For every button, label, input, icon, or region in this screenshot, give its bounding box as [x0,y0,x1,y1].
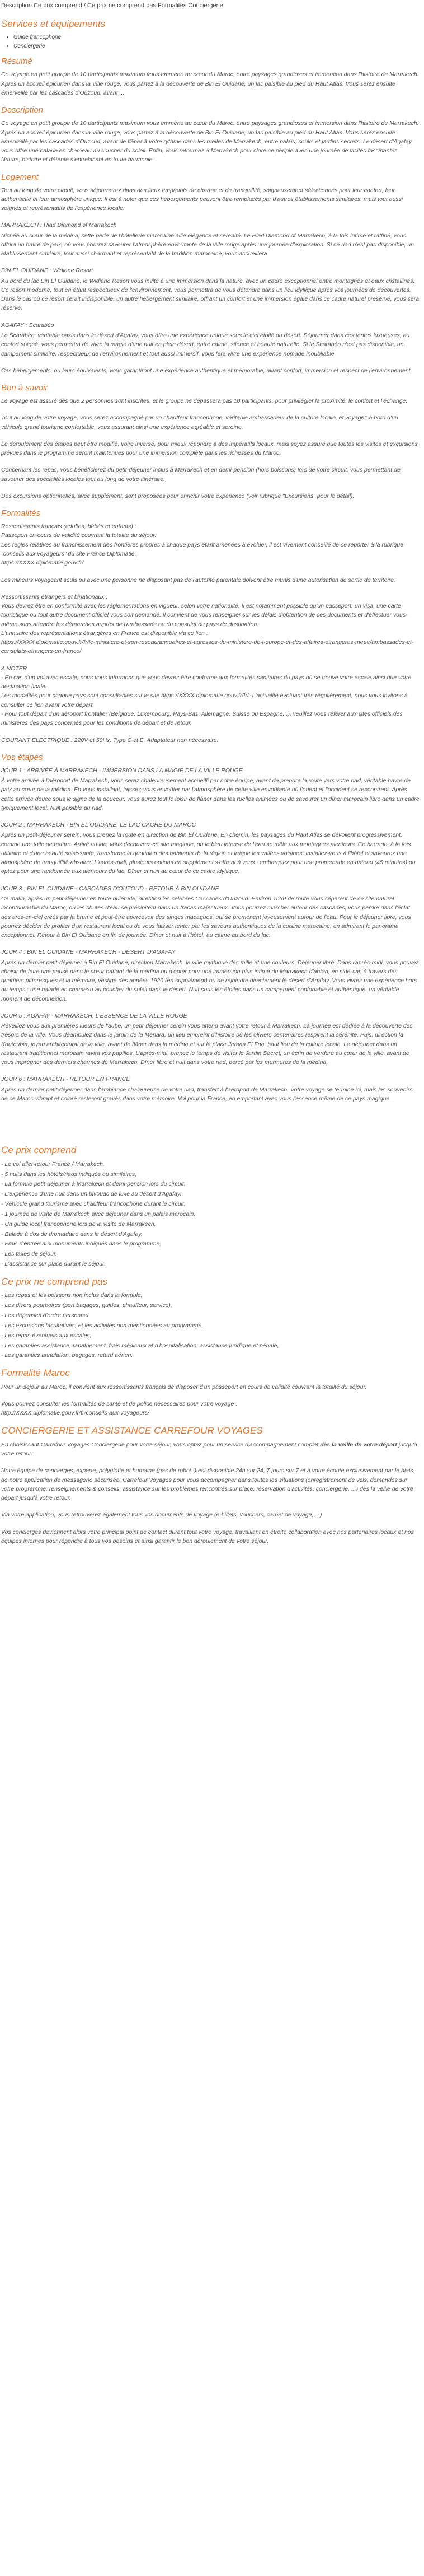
ce-prix-ne-comprend-pas-list [1,1291,423,1361]
list-item: - Balade à dos de dromadaire dans le désert d'Agafay, [1,1230,143,1238]
day-heading: JOUR 3 : BIN EL OUIDANE - CASCADES D'OUZOUD - RETOUR À BIN OUIDANE [1,885,219,892]
services-title: Services et équipements [1,18,106,30]
bon-a-savoir-paragraph: Tout au long de votre voyage, vous serez accompagné par un chauffeur francophone, véritable ambassadeur de la culture locale, et voyagez à bord d'un véhicule grand tourisme confortable, vous assurant ainsi une expérience agréable et sereine. [1,414,398,431]
conciergerie-paragraph: Via votre application, vous retrouverez également tous vos documents de voyage (e-billets, vouchers, carnet de voyage, ...) [1,1511,322,1519]
hotel-name: BIN EL OUIDANE : Widiane Resort [1,267,93,274]
formalites-line: - En cas d'un vol avec escale, nous vous informons que vous devrez être conforme aux formalités sanitaires du pays où se trouve votre escale ainsi que votre destination finale. [1,674,412,690]
list-item: - 5 nuits dans les hôtels/riads indiqués ou similaires, [1,1170,137,1178]
list-item: - Les garanties annulation, bagages, retard aérien. [1,1352,133,1359]
list-item: - Les excursions facultatives, et les activités non mentionnées au programme, [1,1322,204,1329]
conciergerie-paragraph: Vos concierges deviennent alors votre principal point de contact durant tout votre voyage, travaillant en étroite collaboration avec nos partenaires locaux et nos équipes internes pour répondre à tous vos besoins et ainsi garantir le bon déroulement de votre séjour. [1,1528,414,1544]
conciergerie-text: En choisissant Carrefour Voyages Conciergerie pour votre séjour, vous optez pour un service d'accompagnement complet [1,1441,321,1448]
logement-outro: Ces hébergements, ou leurs équivalents, vous garantiront une expérience authentique et mémorable, alliant confort, immersion et respect de l'environnement. [1,367,412,374]
formalite-maroc-paragraph: Vous pouvez consulter les formalités de santé et de police nécessaires pour votre voyage : [1,1400,238,1407]
logement-title: Logement [1,172,39,182]
conciergerie-text: jusqu'à votre retour. [1,1441,417,1458]
list-item: • Guide francophone [13,33,423,42]
day-text: Après un dernier petit-déjeuner à Bin El Ouidane, direction Marrakech, la ville mythique des mille et une couleurs. Déjeuner libre. Dans l'après-midi, vous pouvez choisir de faire une pause dans le cœur battant de la médina ou d'opter pour une immersion plus intime du Marrakech d'antan, en side-car, à travers des quartiers pittoresques et la mémoire, vestige des années 1920 (en supplément) ou de rejoindre directement le désert d'Agafay. Vous vivrez une expérience hors du temps : une balade en chameau au coucher du soleil dans le désert. Nuit sous les étoiles dans un campement confortable et authentique, un véritable moment de déconnexion. [1,959,419,1002]
bon-a-savoir-paragraph: Concernant les repas, vous bénéficierez du petit-déjeuner inclus à Marrakech et en demi-pension (hors boissons) lors de votre circuit, vous permettant de savourer des spécialités locales tout au long de votre itinéraire. [1,466,401,483]
bon-a-savoir-title: Bon à savoir [1,383,48,393]
day-text: Après un petit-déjeuner serein, vous prenez la route en direction de Bin El Ouidane. En chemin, les paysages du Haut Atlas se dévoilent progressivement, comme une toile de maître. Arrivé au lac, vous découvrez ce site magique, où le bleu intense de l'eau se mêle aux montagnes alentours. Ce barrage, à la fois utilitaire et d'une beauté saisissante, transforme la quotidien des habitants de la région et irrigue les vallées voisines. Installez-vous à l'hôtel et savourez une atmosphère de tranquillité absolue. L'après-midi, plusieurs options en supplément s'offrent à vous : embarquez pour une promenade en bateau (45 minutes) ou optez pour une randonnée aux alentours du lac. Dîner et nuit au cœur de ce cadre idyllique. [1,832,416,875]
formalites-link[interactable]: https://XXXX.diplomatie.gouv.fr/ [1,559,84,567]
list-item: - Frais d'entrée aux monuments indiqués dans le programme, [1,1240,162,1248]
spacer [1,1270,423,1276]
hotel-name: AGAFAY : Scarabéo [1,321,54,329]
bon-a-savoir-paragraph: Des excursions optionnelles, avec supplément, sont proposées pour enrichir votre expérience (voir rubrique "Excursions" pour le détail). [1,492,355,500]
day-heading: JOUR 6 : MARRAKECH - RETOUR EN FRANCE [1,1076,130,1083]
breadcrumb: Description Ce prix comprend / Ce prix ne comprend pas Formalités Conciergerie [1,2,223,9]
bon-a-savoir-paragraph: Le déroulement des étapes peut être modifié, voire inversé, pour mieux répondre à des impératifs locaux, mais soyez assuré que toutes les visites et excursions prévues dans le programme seront maintenues pour une immersion complète dans les richesses du Maroc. [1,440,418,457]
conciergerie-title: CONCIERGERIE ET ASSISTANCE CARREFOUR VOYAGES [1,1425,263,1436]
list-item: - L'expérience d'une nuit dans un bivouac de luxe au désert d'Agafay, [1,1191,182,1198]
list-item: - Un guide local francophone lors de la visite de Marrakech, [1,1220,156,1228]
formalite-maroc-paragraph: Pour un séjour au Maroc, il convient aux ressortissants français de disposer d'un passeport en cours de validité couvrant la totalité du séjour. [1,1383,367,1390]
list-item: - Les repas et les boissons non inclus dans la formule, [1,1292,143,1299]
conciergerie-paragraph: Notre équipe de concierges, experte, polyglotte et humaine (pas de robot !) est disponible 24h sur 24, 7 jours sur 7 et à votre écoute exclusivement par le biais de notre application de messagerie sécurisée, Carrefour Voyages pour vous accompagner dans toutes les situations (enregistrement de vols, demandes sur votre programme, renseignements & conseils, assistance sur les problèmes rencontrés sur place, réservation d'activités, conciergerie, ...) dès la veille de votre départ jusqu'à votre retour. [1,1467,413,1502]
formalites-line: L'annuaire des représentations étrangères en France est disponible via ce lien : [1,629,208,637]
formalites-line: Ressortissants français (adultes, bébés et enfants) : [1,523,136,530]
bon-a-savoir-paragraph: Le voyage est assuré dès que 2 personnes sont inscrites, et le groupe ne dépassera pas 10 participants, pour privilégier la proximité, le confort et l'échange. [1,398,408,405]
spacer [1,1111,423,1145]
list-item: - Les taxes de séjour, [1,1250,57,1258]
day-heading: JOUR 1 : ARRIVÉE À MARRAKECH - IMMERSION DANS LA MAGIE DE LA VILLE ROUGE [1,767,243,774]
formalites-link[interactable]: https://XXXX.diplomatie.gouv.fr/fr/le-ministere-et-son-reseau/annuaires-et-adresses-du-ministere-de-l-europe-et-des-affaires-etrangeres-meae/ambassades-et-consulats-etrangers-en-france/ [1,639,414,655]
list-item: - Les repas éventuels aux escales, [1,1332,92,1339]
ce-prix-ne-comprend-pas-title: Ce prix ne comprend pas [1,1276,107,1287]
day-text: À votre arrivée à l'aéroport de Marrakech, vous serez chaleureusement accueilli par notre équipe, avant de prendre la route vers votre riad, véritable havre de paix au cœur de la médina. En vous installant, laissez-vous envoûter par l'atmosphère de cette ville envoûtante où l'orient et l'occident se rencontrent. Après cette arrivée douce sous le signe de la douceur, vous aurez tout le loisir de flâner dans les ruelles animées ou de savourer un dîner marocain libre dans un cadre typiquement local. Nuit paisible au riad. [1,777,420,811]
ce-prix-comprend-list [1,1160,423,1270]
resume-title: Résumé [1,57,32,67]
list-item: • Conciergerie [13,42,423,51]
list-item: - L'assistance sur place durant le séjour. [1,1261,106,1268]
day-text: Ce matin, après un petit-déjeuner en toute quiétude, direction les célèbres Cascades d'Ouzoud. Environ 1h30 de route vous séparent de ce site naturel incontournable du Maroc, où les chutes d'eau se précipitent dans un fracas majestueux. Vous pourrez marcher autour des cascades, vous perdre dans l'éclat des arcs-en-ciel créés par la brume et peut-être apercevoir des singes macaques, qui se promènent joyeusement autour de l'eau. Pour le déjeuner libre, vous pourrez décider de profiter d'un restaurant local ou de vous laisser tenter par les saveurs authentiques de la cuisine marocaine, en admirant le panorama exceptionnel. Retour à Bin El Ouidane en fin de journée. Dîner et nuit à l'hôtel, au calme au bord du lac. [1,895,411,939]
day-heading: JOUR 2 : MARRAKECH - BIN EL OUIDANE, LE LAC CACHÉ DU MAROC [1,822,196,829]
day-heading: JOUR 4 : BIN EL OUIDANE - MARRAKECH - DÉSERT D'AGAFAY [1,949,176,956]
formalite-maroc-link[interactable]: http://XXXX.diplomatie.gouv.fr/fr/conseils-aux-voyageurs/ [1,1410,149,1417]
formalites-title: Formalités [1,508,41,519]
formalites-line: Les règles relatives au franchissement des frontières propres à chaque pays étant amenées à évoluer, il est vivement conseillé de se reporter à la rubrique "conseils aux voyageurs" du site France Diplomatie, [1,541,404,557]
day-text: Après un dernier petit-déjeuner dans l'ambiance chaleureuse de votre riad, transfert à l'aéroport de Marrakech. Votre voyage se termine ici, mais les souvenirs de ce Maroc vibrant et coloré resteront gravés dans votre mémoire. Vol pour la France, en emportant avec vous l'essence même de ce pays magique. [1,1086,413,1103]
services-list [1,33,423,51]
formalites-line: - Pour tout départ d'un aéroport frontalier (Belgique, Luxembourg, Pays-Bas, Allemagne, Suisse ou Espagne...), veuillez vous référer aux sites officiels des ministères des pays concernés pour les conditions de départ et de retour. [1,710,403,727]
formalites-current: COURANT ELECTRIQUE : 220V et 50Hz. Type C et E. Adaptateur non nécessaire. [1,736,219,744]
spacer [1,1361,423,1368]
formalites-line: Les modalités pour chaque pays sont consultables sur le site https://XXXX.diplomatie.gouv.fr/fr/. L'actualité évoluant très régulièrement, nous vous invitons à consulter ce lien avant votre départ. [1,692,408,708]
formalites-note-heading: A NOTER [1,665,27,672]
list-item: - Les dépenses d'ordre personnel [1,1312,89,1319]
formalite-maroc-title: Formalité Maroc [1,1368,70,1379]
etapes-title: Vos étapes [1,752,43,762]
conciergerie-emphasis: dès la veille de votre départ [320,1441,397,1448]
resume-text: Ce voyage en petit groupe de 10 participants maximum vous emmène au cœur du Maroc, entre paysages grandioses et immersion dans l'histoire de Marrakech. Après un accueil épicurien dans la Ville rouge, vous partez à la découverte de Bin El Ouidane, un lac paisible au pied du Haut Atlas. Vous serez ensuite émerveillé par les cascades d'Ouzoud, avant ... [1,71,419,96]
list-item: - Les garanties assistance, rapatriement, frais médicaux et d'hospitalisation, assistance juridique et pénale, [1,1342,279,1349]
formalites-minors: Les mineurs voyageant seuls ou avec une personne ne disposant pas de l'autorité parentale doivent être munis d'une autorisation de sortie de territoire. [1,576,396,584]
formalites-line: Ressortissants étrangers et binationaux : [1,593,108,600]
ce-prix-comprend-title: Ce prix comprend [1,1145,77,1156]
hotel-text: Nichée au cœur de la médina, cette perle de l'hôtellerie marocaine allie élégance et sérénité. Le Riad Diamond of Marrakech, à la fois intime et raffiné, vous offrira un havre de paix, où vous pourrez savourer l'atmosphère envoûtante de la ville rouge après une journée d'exploration. Si ce riad n'est pas disponible, un établissement similaire, tout aussi charmant et représentatif de la tradition marocaine, vous accueillera. [1,232,414,258]
list-item: - La formule petit-déjeuner à Marrakech et demi-pension lors du circuit, [1,1180,186,1188]
logement-intro: Tout au long de votre circuit, vous séjournerez dans des lieux empreints de charme et de tranquillité, soigneusement sélectionnés pour leur confort, leur authenticité et leur atmosphère unique. Il est à noter que ces hébergements peuvent être remplacés par d'autres établissements similaires, mais tout aussi soignés et représentatifs de l'expérience locale. [1,186,403,212]
formalites-line: Passeport en cours de validité couvrant la totalité du séjour. [1,532,157,539]
hotel-text: Au bord du lac Bin El Ouidane, le Widiane Resort vous invite à une immersion dans la nature, avec un cadre exceptionnel entre montagnes et eaux cristallines. Ce resort moderne, tout en étant respectueux de l'environnement, vous permettra de vous détendre dans un lieu idyllique après vos journées de découvertes. Dans le cas où ce resort serait indisponible, un autre hébergement similaire, offrant un confort et une immersion égale dans ce cadre naturel préservé, vous sera réservé. [1,277,420,312]
day-text: Réveillez-vous aux premières lueurs de l'aube, un petit-déjeuner serein vous attend avant votre retour à Marrakech. La journée est dédiée à la découverte des trésors de la ville. Vous déambulez dans le jardin de la Ménara, un lieu empreint d'histoire où les oliviers centenaires respirent la sérénité. Puis, direction la Koutoubia, joyau architectural de la ville, avant de flâner dans la médina et sur la place Jemaa El Fna, haut lieu de la culture locale. Le déjeuner dans un restaurant traditionnel marocain ravira vos papilles. L'après-midi, prenez le temps de visiter le Jardin Secret, un écrin de verdure au cœur de la ville, avant de vous imprégner des derniers charmes de Marrakech. Dîner libre et nuit dans votre riad, bercé par les murmures de la médina. [1,1023,413,1066]
day-heading: JOUR 5 : AGAFAY - MARRAKECH, L'ESSENCE DE LA VILLE ROUGE [1,1012,187,1019]
conciergerie-paragraph [1,1440,423,1459]
description-text: Ce voyage en petit groupe de 10 participants maximum vous emmène au cœur du Maroc, entre paysages grandioses et immersion dans l'histoire de Marrakech. Après un accueil épicurien dans la Ville rouge, vous partez à la découverte de Bin El Ouidane, un lac paisible au pied du Haut Atlas. Vous serez ensuite émerveillé par les cascades d'Ouzoud, avant de flâner à votre rythme dans les ruelles de Marrakech, entre palais, souks et jardins secrets. Le désert d'Agafay vous offre une balade en chameau au coucher du soleil. Enfin, vous retournez à Marrakech pour clore ce périple avec une journée de visites fascinantes. Nature, histoire et détente s'entrelacent en toute harmonie. [1,120,419,164]
list-item: - 1 journée de visite de Marrakech avec déjeuner dans un palais marocain, [1,1210,196,1217]
hotel-text: Le Scarabéo, véritable oasis dans le désert d'Agafay, vous offre une expérience unique sous le ciel étoilé du désert. Séjourner dans ces tentes luxueuses, au confort soigné, vous permettra de vivre la magie d'une nuit en plein désert, entre calme, silence et beauté naturelle. Si le Scarabéo n'est pas disponible, un campement similaire, respectueux de l'environnement et tout aussi immersif, vous fera vivre une expérience nomade inoubliable. [1,332,410,357]
formalites-line: Vous devrez être en conformité avec les réglementations en vigueur, selon votre nationalité. Il est notamment possible qu'un passeport, un visa, une carte touristique ou tout autre document officiel vous soit demandé. Il convient de vous renseigner sur les délais d'obtention de ces documents et d'effectuer vous-même sans attendre les démarches auprès de l'ambassade ou du consulat du pays de destination. [1,603,408,628]
hotel-name: MARRAKECH : Riad Diamond of Marrakech [1,222,117,229]
list-item: - Véhicule grand tourisme avec chauffeur francophone durant le circuit, [1,1201,186,1208]
description-title: Description [1,105,44,115]
list-item: - Le vol aller-retour France / Marrakech, [1,1160,105,1168]
list-item: - Les divers pourboires (port bagages, guides, chauffeur, service), [1,1302,172,1309]
